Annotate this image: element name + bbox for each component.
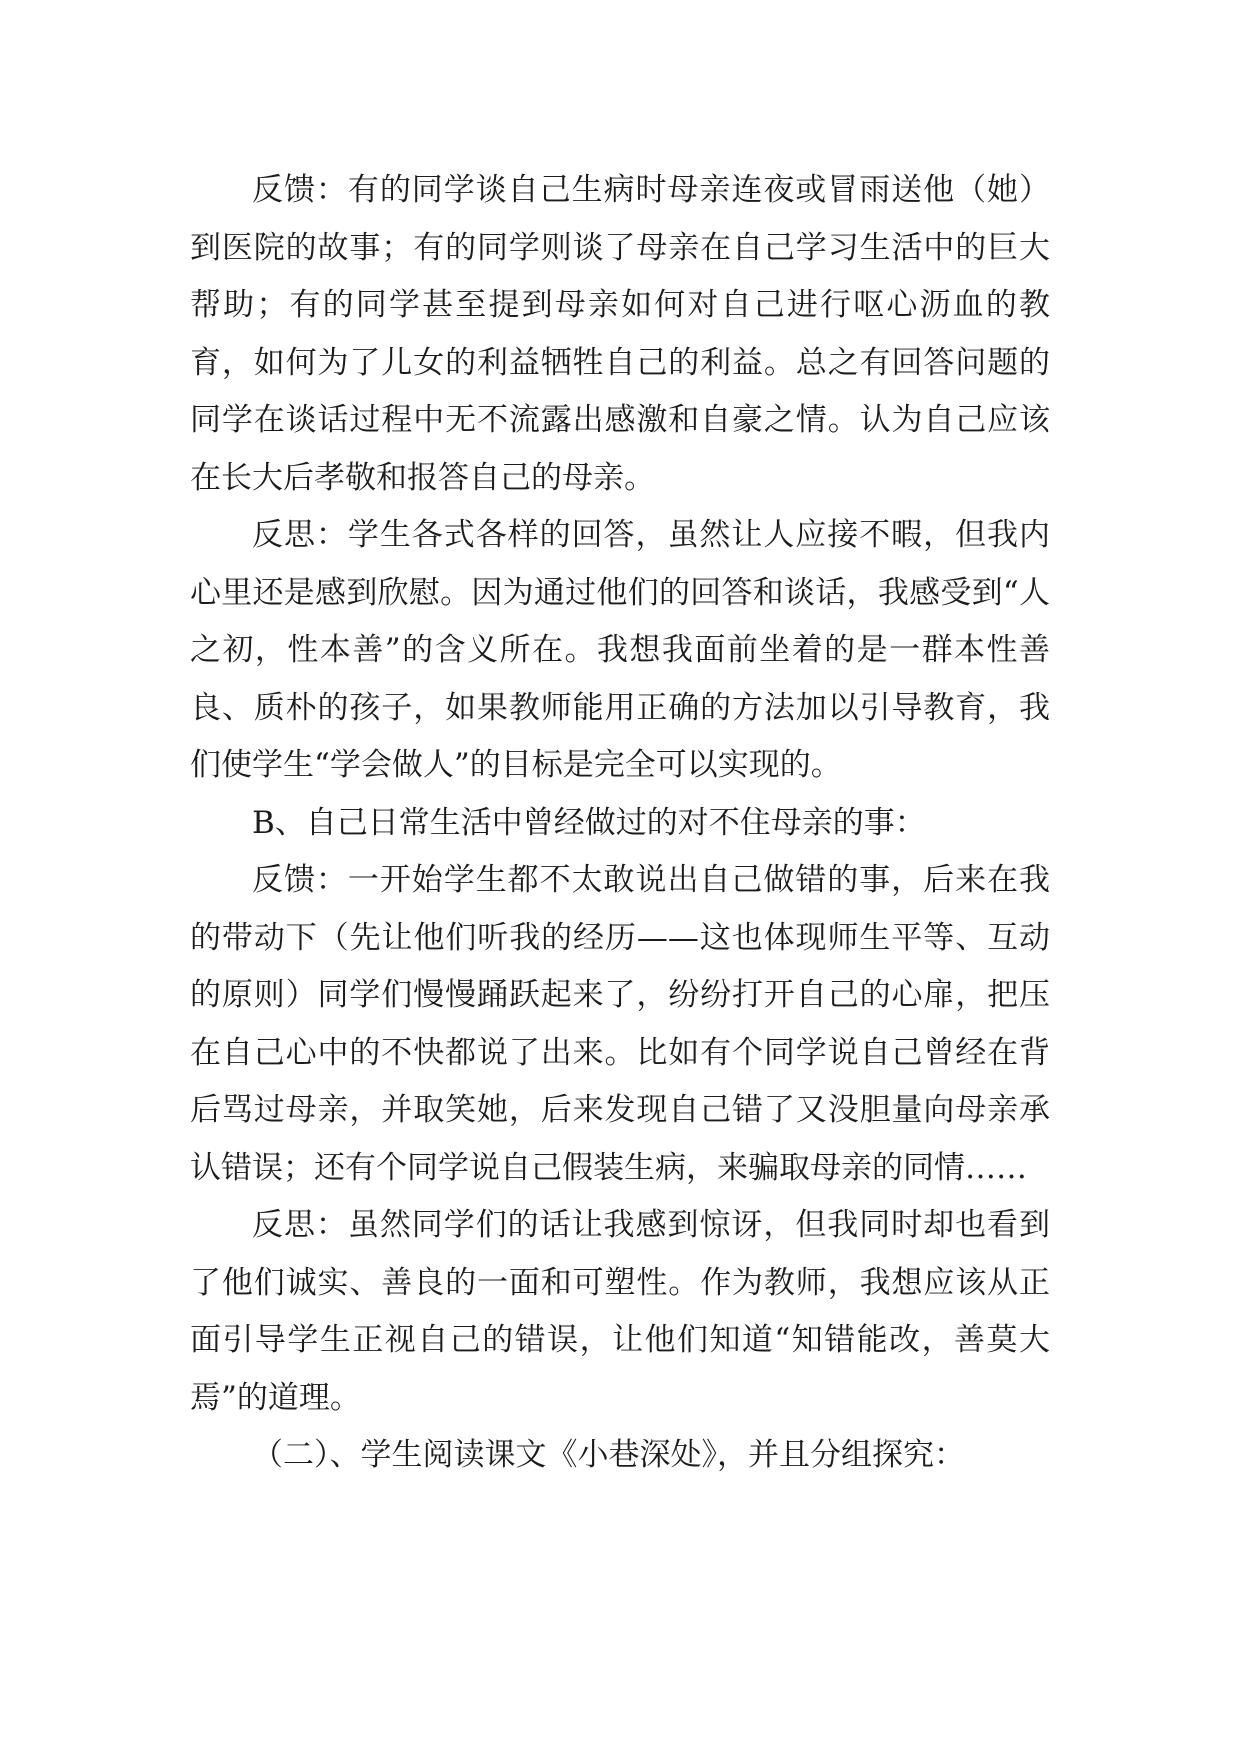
paragraph-section-two-heading: （二）、学生阅读课文《小巷深处》，并且分组探究： bbox=[252, 1437, 965, 1473]
paragraph-reflection-b: 反思：虽然同学们的话让我感到惊讶，但我同时却也看到了他们诚实、善良的一面和可塑性。作为教师，我想应该从正面引导学生正视自己的错误，让他们知道“知错能改，善莫大焉”的道理。 bbox=[190, 1207, 1050, 1416]
document-body bbox=[190, 162, 1050, 1485]
paragraph-section-b-heading: B、自己日常生活中曾经做过的对不住母亲的事： bbox=[252, 804, 926, 841]
paragraph-reflection-a: 反思：学生各式各样的回答，虽然让人应接不暇，但我内心里还是感到欣慰。因为通过他们的回答和谈话，我感受到“人之初，性本善”的含义所在。我想我面前坐着的是一群本性善良、质朴的孩子，如果教师能用正确的方法加以引导教育，我们使学生“学会做人”的目标是完全可以实现的。 bbox=[190, 517, 1050, 783]
paragraph-feedback-a: 反馈：有的同学谈自己生病时母亲连夜或冒雨送他（她）到医院的故事；有的同学则谈了母亲在自己学习生活中的巨大帮助；有的同学甚至提到母亲如何对自己进行呕心沥血的教育，如何为了儿女的利益牺牲自己的利益。总之有回答问题的同学在谈话过程中无不流露出感激和自豪之情。认为自己应该在长大后孝敬和报答自己的母亲。 bbox=[190, 172, 1050, 496]
paragraph-feedback-b: 反馈：一开始学生都不太敢说出自己做错的事，后来在我的带动下（先让他们听我的经历——这也体现师生平等、互动的原则）同学们慢慢踊跃起来了，纷纷打开自己的心扉，把压在自己心中的不快都说了出来。比如有个同学说自己曾经在背后骂过母亲，并取笑她，后来发现自己错了又没胆量向母亲承认错误；还有个同学说自己假装生病，来骗取母亲的同情…… bbox=[190, 862, 1050, 1186]
